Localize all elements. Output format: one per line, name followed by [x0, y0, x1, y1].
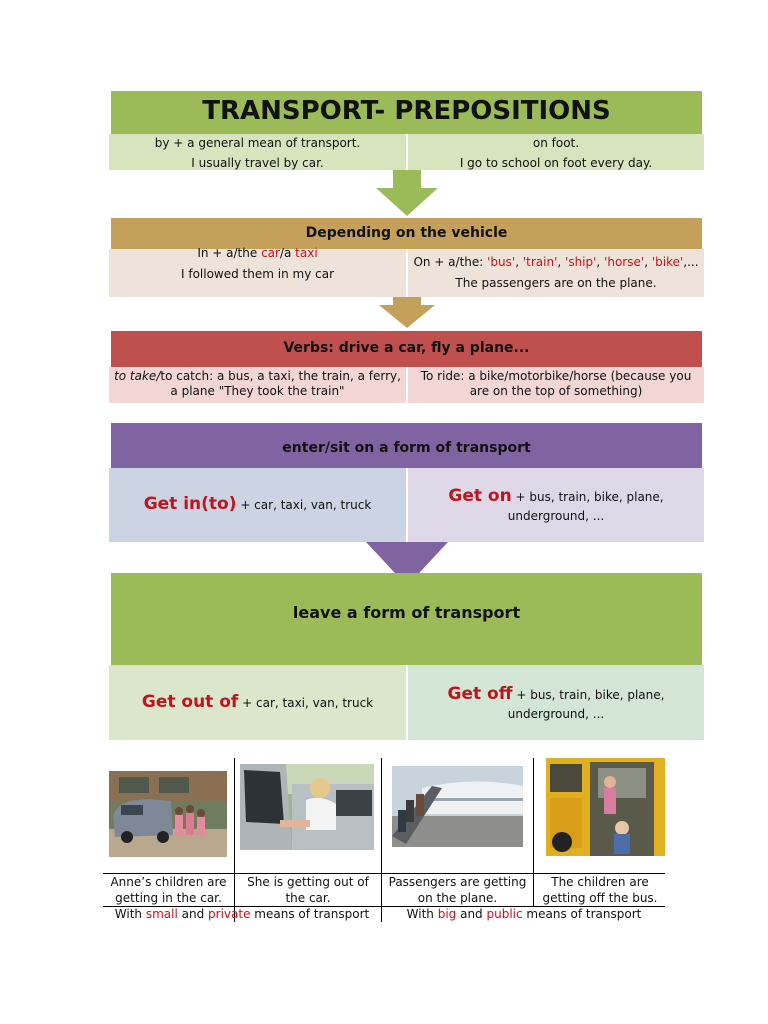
get-off-label: Get off	[447, 684, 513, 704]
section2-left-text	[109, 245, 406, 283]
caption-3: Passengers are getting on the plane.	[388, 875, 527, 905]
bl-small: small	[145, 907, 178, 921]
divider-line	[533, 758, 534, 906]
caption-4: The children are getting off the bus.	[542, 875, 658, 905]
photo-children-car	[109, 771, 227, 857]
section1-left-text	[109, 135, 406, 172]
section2-right-text	[408, 254, 704, 292]
section1-right-line2: I go to school on foot every day.	[459, 156, 653, 170]
br-big: big	[437, 907, 457, 921]
section3-left-italic: to take/	[114, 369, 161, 383]
section3-title: Verbs: drive a car, fly a plane...	[283, 340, 530, 356]
section5-right-text	[418, 685, 694, 723]
get-on-label: Get on	[448, 486, 512, 506]
photo-passengers-plane	[392, 766, 523, 847]
section4-title: enter/sit on a form of transport	[282, 440, 531, 456]
section2-horse: 'horse'	[604, 255, 645, 269]
divider-line	[234, 758, 235, 922]
section5-right-desc: + bus, train, bike, plane, underground, ...	[507, 688, 665, 721]
section2-right-end: ,...	[683, 255, 699, 269]
bl-and: and	[177, 907, 209, 921]
section2-title: Depending on the vehicle	[305, 225, 508, 241]
section2-bus: 'bus'	[487, 255, 516, 269]
bl-post: means of transport	[250, 907, 370, 921]
section5-left-text	[109, 692, 406, 713]
caption-2: She is getting out of the car.	[247, 875, 369, 905]
section1-left-line2: I usually travel by car.	[191, 156, 324, 170]
section3-right-text: To ride: a bike/motorbike/horse (because you are on the top of something)	[420, 369, 692, 398]
section5-title: leave a form of transport	[292, 603, 521, 622]
section2-left-car: car	[261, 246, 280, 260]
section2-ship: 'ship'	[565, 255, 597, 269]
section2-left-prefix: In + a/the	[197, 246, 262, 260]
section3-left-text	[112, 369, 403, 399]
down-arrow-icon	[376, 170, 438, 216]
br-pre: With	[406, 907, 438, 921]
bl-pre: With	[114, 907, 146, 921]
photo-woman-car	[240, 764, 374, 850]
section2-left-line2: I followed them in my car	[181, 267, 334, 281]
section4-left-text	[109, 494, 406, 515]
bottom-left-caption	[104, 906, 380, 922]
section2-right-line2: The passengers are on the plane.	[455, 276, 657, 290]
section2-train: 'train'	[522, 255, 558, 269]
section1-right-line1: on foot.	[532, 136, 580, 150]
page-title: TRANSPORT- PREPOSITIONS	[202, 96, 611, 126]
br-post: means of transport	[522, 907, 642, 921]
section2-left-sep: /a	[279, 246, 296, 260]
section2-bike: 'bike'	[651, 255, 684, 269]
photo-children-bus	[546, 758, 665, 856]
section1-right-text	[408, 135, 704, 172]
section4-right-text	[418, 487, 694, 525]
section1-left-line1: by + a general mean of transport.	[154, 136, 361, 150]
caption-1: Anne’s children are getting in the car.	[110, 875, 227, 905]
get-into-label: Get in(to)	[143, 494, 237, 514]
comma: ,	[644, 255, 652, 269]
section3-left-body: to catch: a bus, a taxi, the train, a ferry, a plane "They took the train"	[160, 369, 401, 398]
section2-right-prefix: On + a/the:	[413, 255, 488, 269]
section4-right-desc: + bus, train, bike, plane, underground, ...	[507, 490, 664, 523]
section5-left-desc: + car, taxi, van, truck	[238, 696, 374, 710]
comma: ,	[557, 255, 566, 269]
bottom-right-caption	[383, 906, 665, 922]
section2-left-taxi: taxi	[295, 246, 318, 260]
comma: ,	[596, 255, 605, 269]
divider-line	[381, 758, 382, 922]
get-out-of-label: Get out of	[141, 692, 239, 712]
br-and: and	[456, 907, 487, 921]
comma: ,	[515, 255, 523, 269]
br-public: public	[486, 907, 523, 921]
section4-left-desc: + car, taxi, van, truck	[236, 498, 372, 512]
down-arrow-icon	[379, 297, 435, 328]
bl-private: private	[208, 907, 251, 921]
